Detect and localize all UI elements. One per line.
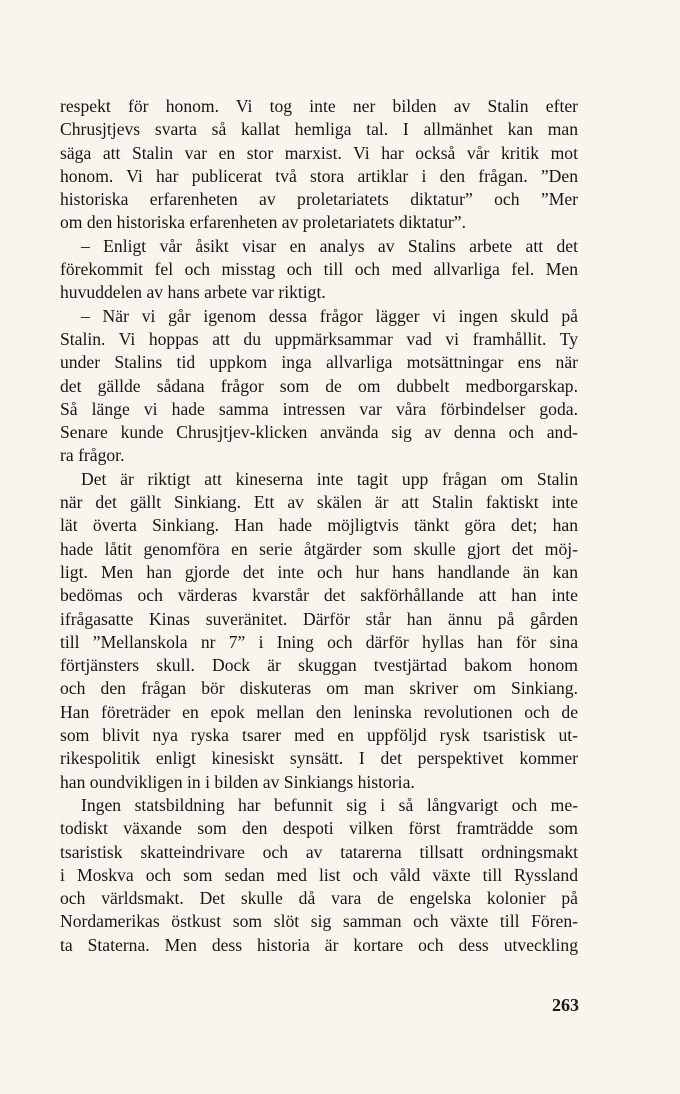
text-line: bedömas och värderas kvarstår det sakförhållande att han inte — [60, 585, 578, 606]
text-line: om den historiska erfarenheten av proletariatets diktatur”. — [60, 212, 466, 233]
body-text — [60, 95, 578, 957]
text-line: ifrågasatte Kinas suveränitet. Därför står han ännu på gården — [60, 608, 578, 629]
text-line: förtjänsters skull. Dock är skuggan tvestjärtad bakom honom — [60, 655, 578, 676]
text-line: Ingen statsbildning har befunnit sig i så långvarigt och me- — [81, 794, 578, 815]
text-line: ta Staterna. Men dess historia är kortare och dess utveckling — [60, 934, 578, 955]
text-line: Senare kunde Chrusjtjev-klicken använda sig av denna och and- — [60, 422, 578, 443]
text-line: förekommit fel och misstag och till och med allvarliga fel. Men — [60, 259, 578, 280]
text-line: och världsmakt. Det skulle då vara de engelska kolonier på — [60, 888, 578, 909]
text-line: huvuddelen av hans arbete var riktigt. — [60, 282, 326, 303]
text-line: det gällde sådana frågor som de om dubbelt medborgarskap. — [60, 375, 578, 396]
text-line: lät överta Sinkiang. Han hade möjligtvis tänkt göra det; han — [60, 515, 578, 536]
text-line: till ”Mellanskola nr 7” i Ining och därför hyllas han för sina — [60, 631, 578, 652]
text-line: honom. Vi har publicerat två stora artiklar i den frågan. ”Den — [60, 165, 578, 186]
text-line: Nordamerikas östkust som slöt sig samman och växte till Fören- — [60, 911, 578, 932]
text-line: Chrusjtjevs svarta så kallat hemliga tal. I allmänhet kan man — [60, 119, 578, 140]
text-line: han oundvikligen in i bilden av Sinkiangs historia. — [60, 771, 415, 792]
text-line: rikespolitik enligt kinesiskt synsätt. I det perspektivet kommer — [60, 748, 578, 769]
text-line: – Enligt vår åsikt visar en analys av Stalins arbete att det — [81, 235, 578, 256]
text-line: tsaristisk skatteindrivare och av tatarerna tillsatt ordningsmakt — [60, 841, 578, 862]
text-line: Han företräder en epok mellan den leninska revolutionen och de — [60, 701, 578, 722]
page-number: 263 — [552, 995, 579, 1015]
text-line: Så länge vi hade samma intressen var våra förbindelser goda. — [60, 398, 578, 419]
text-line: todiskt växande som den despoti vilken först framträdde som — [60, 818, 578, 839]
text-line: som blivit nya ryska tsarer med en uppföljd rysk tsaristisk ut- — [60, 725, 578, 746]
text-line: säga att Stalin var en stor marxist. Vi har också vår kritik mot — [60, 142, 578, 163]
text-line: när det gällt Sinkiang. Ett av skälen är att Stalin faktiskt inte — [60, 492, 578, 513]
text-line: under Stalins tid uppkom inga allvarliga motsättningar ens när — [60, 352, 578, 373]
text-line: i Moskva och som sedan med list och våld växte till Ryssland — [60, 864, 578, 885]
text-line: – När vi går igenom dessa frågor lägger vi ingen skuld på — [81, 305, 578, 326]
text-line: Stalin. Vi hoppas att du uppmärksammar vad vi framhållit. Ty — [60, 328, 578, 349]
text-line: respekt för honom. Vi tog inte ner bilden av Stalin efter — [60, 96, 578, 116]
text-line: Det är riktigt att kineserna inte tagit upp frågan om Stalin — [81, 468, 578, 489]
text-line: historiska erfarenheten av proletariatets diktatur” och ”Mer — [60, 189, 578, 210]
text-line: hade låtit genomföra en serie åtgärder som skulle gjort det möj- — [60, 538, 578, 559]
text-line: ligt. Men han gjorde det inte och hur hans handlande än kan — [60, 561, 578, 582]
text-line: ra frågor. — [60, 445, 125, 466]
text-line: och den frågan bör diskuteras om man skriver om Sinkiang. — [60, 678, 578, 699]
